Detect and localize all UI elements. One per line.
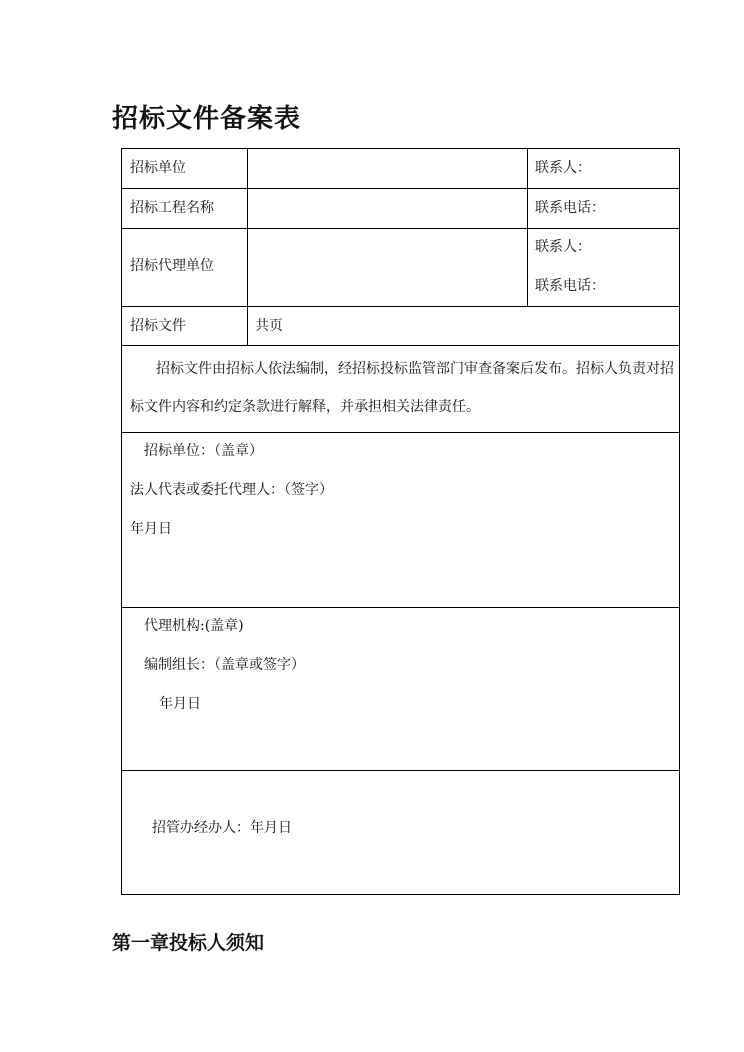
project-name-field[interactable] — [249, 190, 525, 227]
filing-form-table — [121, 148, 680, 895]
row-divider — [122, 345, 679, 346]
bidder-unit-label: 招标单位 — [130, 160, 186, 176]
row-divider — [122, 432, 679, 433]
bidder-phone-label: 联系电话： — [535, 200, 605, 216]
column-divider — [247, 149, 248, 345]
legal-rep-signature-line: 法人代表或委托代理人：（签字） — [130, 482, 333, 498]
page-title: 招标文件备案表 — [112, 104, 302, 134]
column-divider — [527, 149, 528, 306]
chapter-heading: 第一章投标人须知 — [112, 932, 265, 954]
agency-seal-line: 代理机构:(盖章) — [144, 618, 244, 634]
tender-docs-pages: 共页 — [255, 318, 283, 334]
tender-docs-label: 招标文件 — [130, 318, 186, 334]
agency-unit-field[interactable] — [249, 230, 525, 305]
bidder-date-line: 年月日 — [130, 521, 172, 537]
row-divider — [122, 228, 679, 229]
row-divider — [122, 188, 679, 189]
compile-leader-line: 编制组长：（盖章或签字） — [144, 657, 305, 673]
bidder-seal-line: 招标单位：（盖章） — [144, 443, 263, 459]
bidder-unit-field[interactable] — [249, 150, 525, 187]
agency-contact-label: 联系人： — [535, 239, 591, 255]
bidder-contact-label: 联系人： — [535, 160, 591, 176]
row-divider — [122, 306, 679, 307]
office-handler-line: 招管办经办人：年月日 — [152, 820, 292, 836]
row-divider — [122, 607, 679, 608]
row-divider — [122, 770, 679, 771]
agency-unit-label: 招标代理单位 — [130, 258, 214, 274]
project-name-label: 招标工程名称 — [130, 200, 214, 216]
legal-statement: 招标文件由招标人依法编制，经招标投标监管部门审查备案后发布。招标人负责对招标文件内容和约定条款进行解释，并承担相关法律责任。 — [130, 361, 674, 415]
agency-date-line: 年月日 — [159, 696, 201, 712]
agency-phone-label: 联系电话： — [535, 278, 605, 294]
